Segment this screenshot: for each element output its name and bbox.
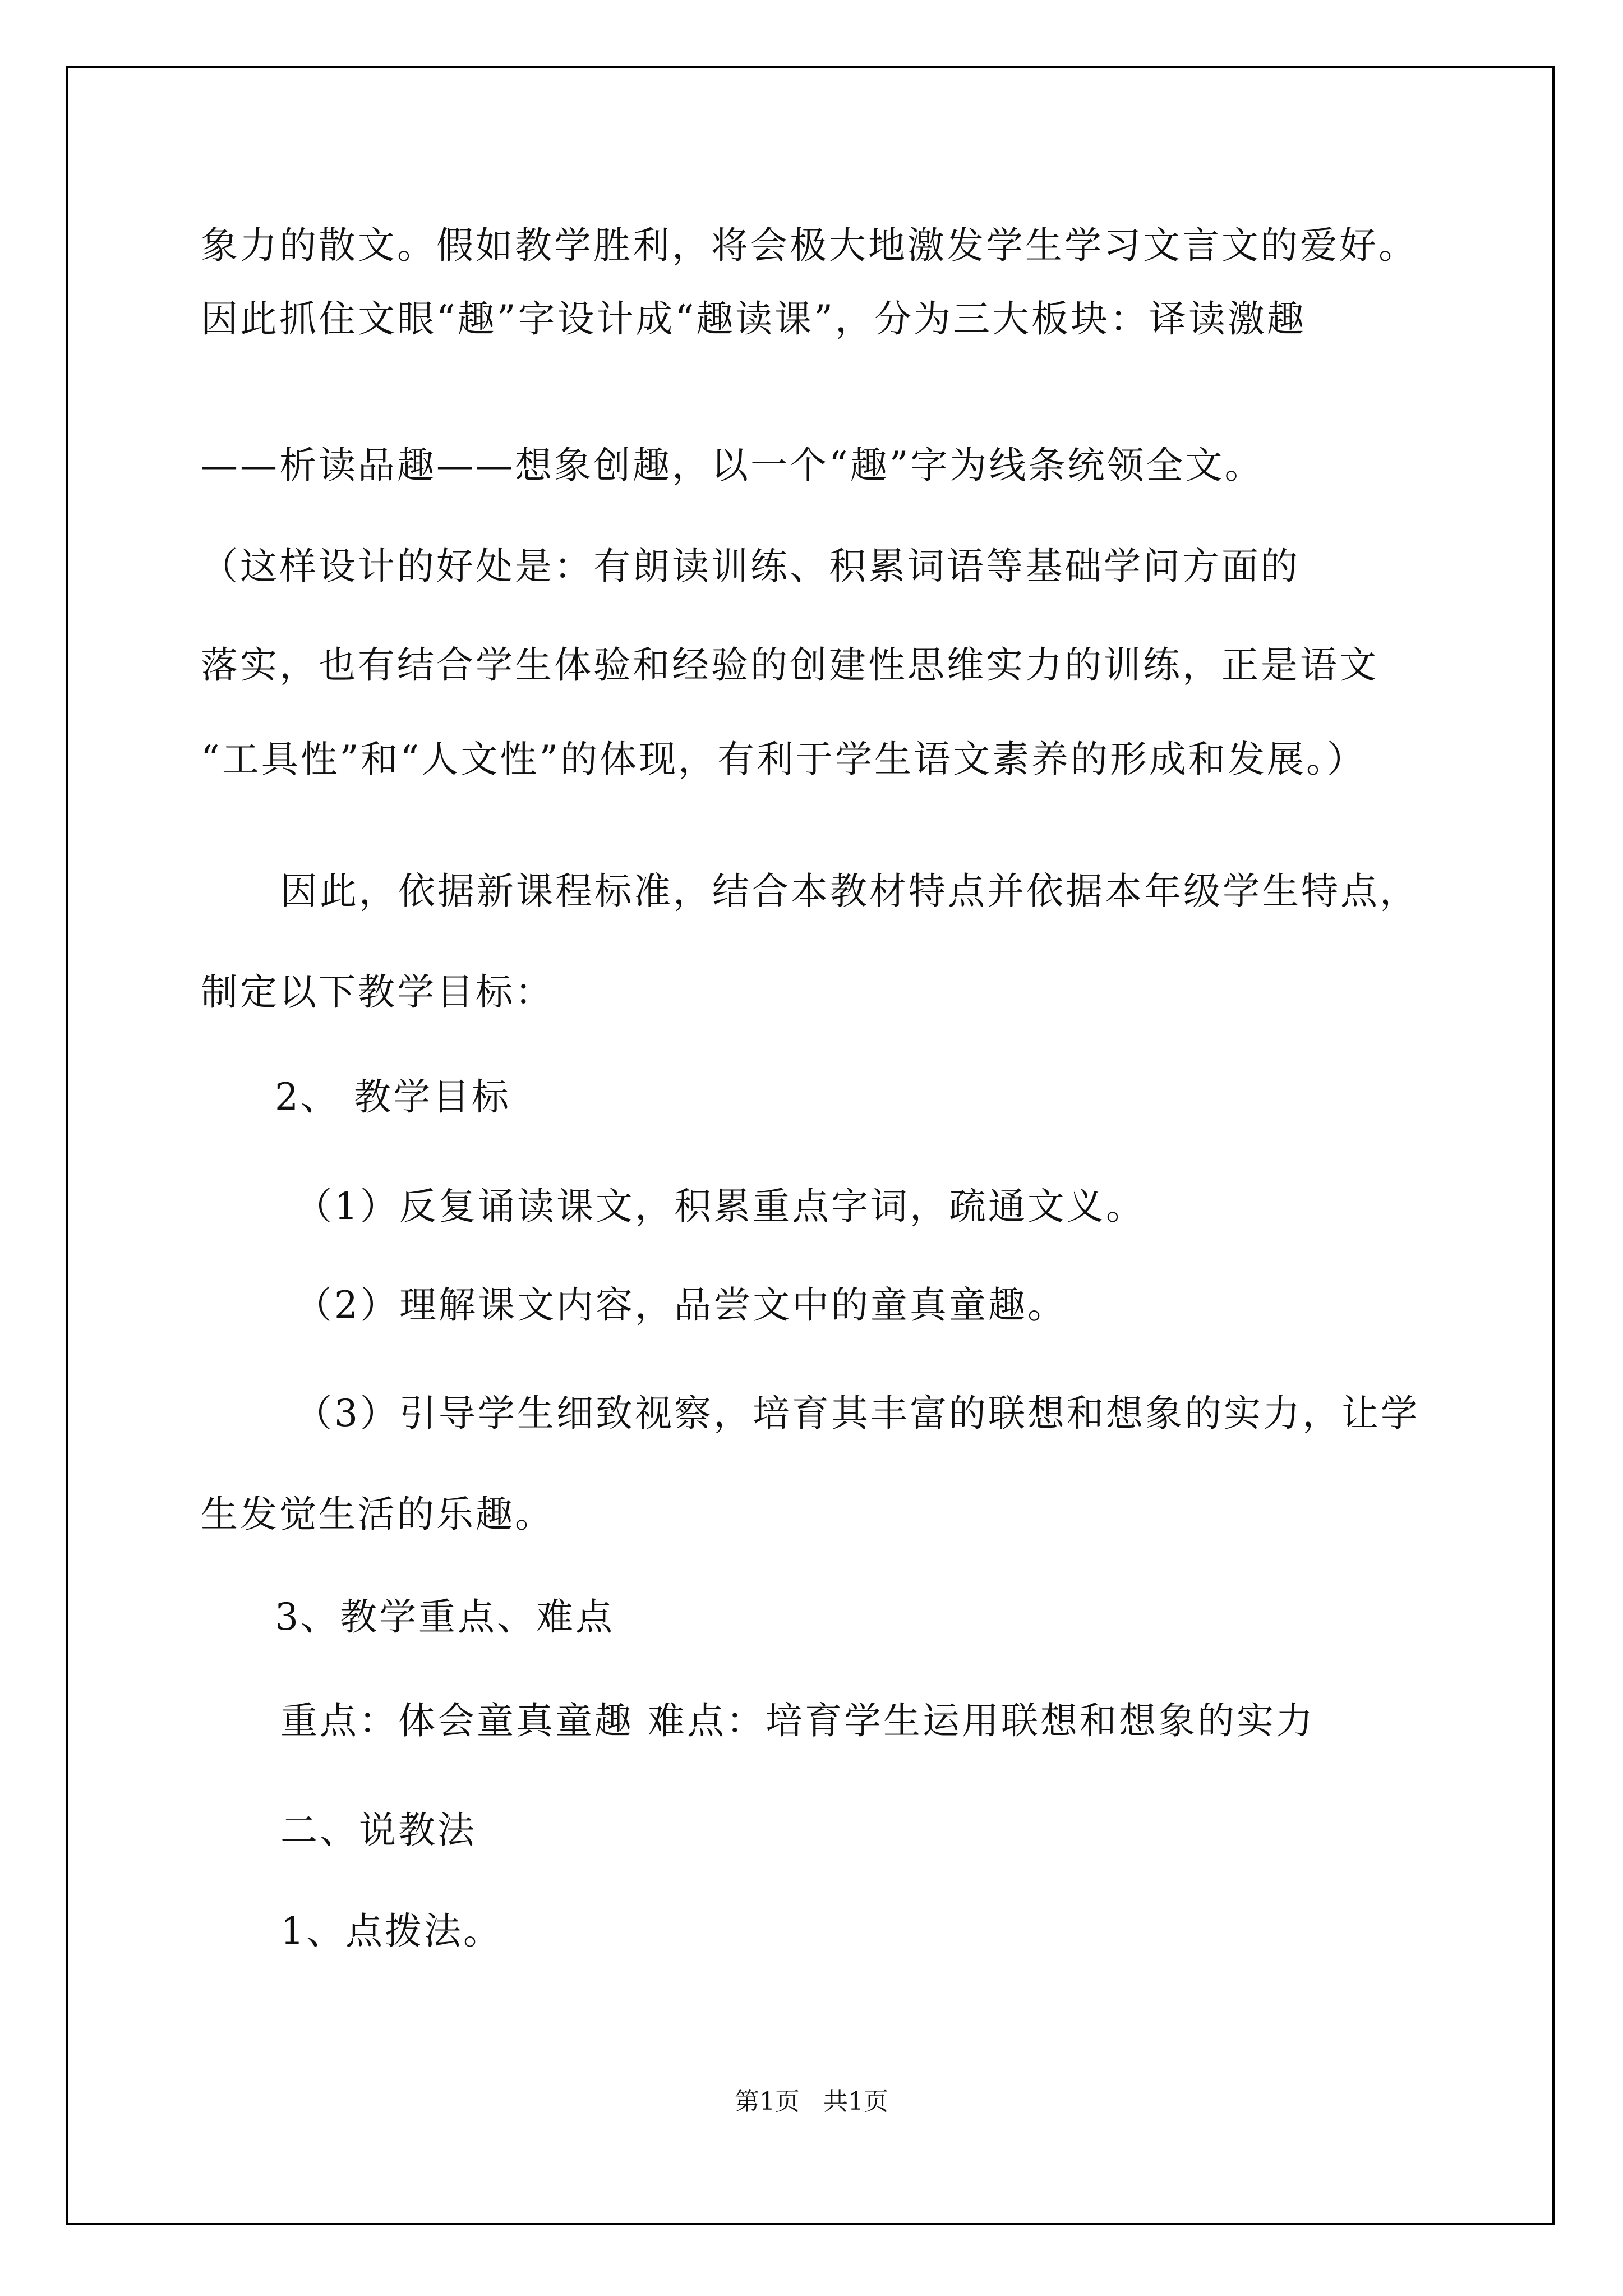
method-item-1: 1、点拨法。 [280,1910,502,1953]
body-line-5: 落实，也有结合学生体验和经验的创建性思维实力的训练，正是语文 [201,643,1378,687]
section-heading-teaching-goals: 2、 教学目标 [275,1075,511,1119]
body-line-3: ——析读品趣——想象创趣，以一个“趣”字为线条统领全文。 [201,444,1264,487]
page-footer [0,2085,1623,2119]
page-number-current: 第1页 [735,2087,800,2116]
goal-item-3-continued: 生发觉生活的乐趣。 [201,1493,554,1536]
goal-item-1: （1）反复诵读课文，积累重点字词，疏通文义。 [295,1185,1145,1228]
section-heading-key-points: 3、教学重点、难点 [275,1595,615,1639]
goal-item-3: （3）引导学生细致视察，培育其丰富的联想和想象的实力，让学 [295,1392,1420,1435]
body-line-4: （这样设计的好处是：有朗读训练、积累词语等基础学问方面的 [201,545,1300,588]
page-number-total: 共1页 [823,2087,888,2116]
body-line-8: 制定以下教学目标： [201,970,554,1014]
section-heading-teaching-methods: 二、说教法 [280,1809,477,1852]
body-line-6: “工具性”和“人文性”的体现，有利于学生语文素养的形成和发展。） [201,738,1366,781]
key-points-text: 重点：体会童真童趣 难点：培育学生运用联想和想象的实力 [280,1699,1315,1742]
body-line-2: 因此抓住文眼“趣”字设计成“趣读课”，分为三大板块：译读激趣 [201,297,1306,341]
goal-item-2: （2）理解课文内容，品尝文中的童真童趣。 [295,1283,1067,1327]
body-line-7: 因此，依据新课程标准，结合本教材特点并依据本年级学生特点， [280,869,1419,913]
body-line-1: 象力的散文。假如教学胜利，将会极大地激发学生学习文言文的爱好。 [201,224,1418,267]
page-border [66,66,1555,2225]
